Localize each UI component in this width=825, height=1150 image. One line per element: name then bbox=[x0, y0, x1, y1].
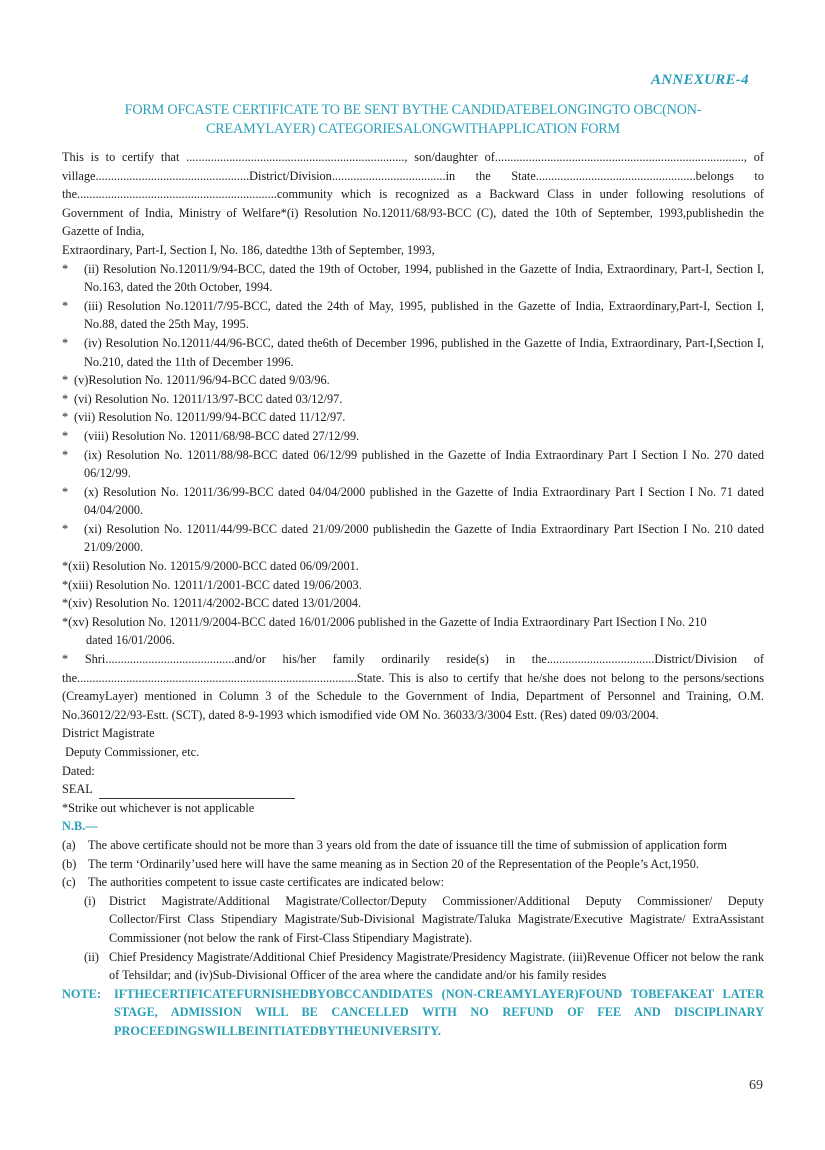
strike-note: *Strike out whichever is not applicable bbox=[62, 800, 255, 815]
bullet-star: * bbox=[62, 484, 69, 499]
bullet-star: * bbox=[62, 335, 69, 350]
resolution-item: * (v)Resolution No. 12011/96/94-BCC dated 9/03/96. bbox=[62, 371, 764, 390]
page-number: 69 bbox=[749, 1078, 763, 1093]
resolution-xv-continuation: dated 16/01/2006. bbox=[86, 633, 175, 648]
form-title-line-1: FORM OFCASTE CERTIFICATE TO BE SENT BYTHE CANDIDATEBELONGINGTO OBC(NON- bbox=[124, 102, 702, 118]
note-block bbox=[62, 985, 764, 1041]
seal-label: SEAL bbox=[62, 782, 93, 797]
resolution-item: * (vi) Resolution No. 12011/13/97-BCC dated 03/12/97. bbox=[62, 390, 764, 409]
form-title-line-2: CREAMYLAYER) CATEGORIESALONGWITHAPPLICATION FORM bbox=[206, 121, 620, 137]
intro-continuation: Extraordinary, Part-I, Section I, No. 186, datedthe 13th of September, 1993, bbox=[62, 242, 435, 257]
seal-row bbox=[62, 780, 764, 799]
intro-paragraph: This is to certify that ......................................................................., son/daughter of................................................................................., of village..................................................District/Division.....................................in the State....................................................belongs to the.................................................................community which is recognized as a Backward Class in under following resolutions of Government of India, Ministry of Welfare*(i) Resolution No.12011/68/93-BCC (C), dated the 10th of September, 1993,publishedin the Gazette of India, bbox=[62, 150, 764, 239]
bullet-star: * bbox=[62, 261, 69, 276]
nb-heading: N.B.— bbox=[62, 819, 98, 834]
resolution-xiii: *(xiii) Resolution No. 12011/1/2001-BCC dated 19/06/2003. bbox=[62, 577, 362, 592]
dated-label: Dated: bbox=[62, 763, 95, 778]
form-title bbox=[62, 101, 764, 139]
resolution-item: * (viii) Resolution No. 12011/68/98-BCC dated 27/12/99. bbox=[62, 427, 764, 446]
resolution-xiv: *(xiv) Resolution No. 12011/4/2002-BCC dated 13/01/2004. bbox=[62, 596, 362, 611]
nb-item: (b) The term ‘Ordinarily’used here will have the same meaning as in Section 20 of the Representation of the People’s Act,1950. bbox=[62, 856, 699, 871]
nb-item: (a) The above certificate should not be more than 3 years old from the date of issuance till the time of submission of application form bbox=[62, 837, 727, 852]
certificate-body bbox=[62, 148, 764, 1041]
residence-paragraph: * Shri..........................................and/or his/her family ordinarily reside(s) in the...................................District/Division of the...........................................................................................State. This is also to certify that he/she does not belong to the persons/sections (CreamyLayer) mentioned in Column 3 of the Schedule to the Government of India, Department of Personnel and Training, O.M. No.36012/22/93-Estt. (SCT), dated 8-9-1993 which ismodified vide OM No. 36033/3/3004 Estt. (Res) dated 09/03/2004. bbox=[62, 652, 764, 722]
bullet-star: * bbox=[62, 428, 69, 443]
resolution-xv: *(xv) Resolution No. 12011/9/2004-BCC dated 16/01/2006 published in the Gazette of India Extraordinary Part ISection I No. 210 bbox=[62, 614, 707, 629]
signatory-district-magistrate: District Magistrate bbox=[62, 726, 155, 741]
bullet-star: * bbox=[62, 521, 69, 536]
annexure-label: ANNEXURE-4 bbox=[650, 72, 749, 88]
bullet-star: * bbox=[62, 391, 69, 406]
bullet-star: * bbox=[62, 447, 69, 462]
authority-item: (i) District Magistrate/Additional Magistrate/Collector/Deputy Commissioner/Additional Deputy Commissioner/ Deputy Collector/First Class Stipendiary Magistrate/Sub-Divisional Magistrate/Taluka Magistrate/Executive Magistrate/ ExtraAssistant Commissioner (not below the rank of First-Class Stipendiary Magistrate). bbox=[84, 893, 764, 945]
resolution-item: * (iii) Resolution No.12011/7/95-BCC, dated the 24th of May, 1995, published in the Gazette of India, Extraordinary,Part-I, Section I, No.88, dated the 25th May, 1995. bbox=[62, 297, 764, 334]
resolution-item: * (ix) Resolution No. 12011/88/98-BCC dated 06/12/99 published in the Gazette of India Extraordinary Part I Section I No. 270 dated 06/12/99. bbox=[62, 446, 764, 483]
resolution-item: * (iv) Resolution No.12011/44/96-BCC, dated the6th of December 1996, published in the Gazette of India, Extraordinary, Part-I,Section I, No.210, dated the 11th of December 1996. bbox=[62, 334, 764, 371]
resolution-list bbox=[62, 260, 764, 558]
resolution-xii: *(xii) Resolution No. 12015/9/2000-BCC dated 06/09/2001. bbox=[62, 559, 359, 574]
resolution-item: * (ii) Resolution No.12011/9/94-BCC, dated the 19th of October, 1994, published in the Gazette of India, Extraordinary, Part-I, Section I, No.163, dated the 20th October, 1994. bbox=[62, 260, 764, 297]
signatory-deputy-commissioner: Deputy Commissioner, etc. bbox=[62, 745, 200, 759]
bullet-star: * bbox=[62, 373, 69, 388]
seal-signature-line bbox=[99, 785, 295, 799]
note-label: NOTE: bbox=[62, 986, 101, 1001]
resolution-item: * (x) Resolution No. 12011/36/99-BCC dated 04/04/2000 published in the Gazette of India Extraordinary Part I Section I No. 71 dated 04/04/2000. bbox=[62, 483, 764, 520]
authority-item: (ii) Chief Presidency Magistrate/Additional Chief Presidency Magistrate/Presidency Magistrate. (iii)Revenue Officer not below the rank of Tehsildar; and (iv)Sub-Divisional Officer of the area where the candidate and/or his family resides bbox=[84, 949, 764, 983]
resolution-item: * (xi) Resolution No. 12011/44/99-BCC dated 21/09/2000 publishedin the Gazette of India Extraordinary Part ISection I No. 210 dated 21/09/2000. bbox=[62, 520, 764, 557]
nb-item: (c) The authorities competent to issue caste certificates are indicated below: bbox=[62, 875, 445, 890]
bullet-star: * bbox=[62, 410, 69, 425]
note-text: IFTHECERTIFICATEFURNISHEDBYOBCCANDIDATES (NON-CREAMYLAYER)FOUND TOBEFAKEAT LATER STAGE, ADMISSION WILL BE CANCELLED WITH NO REFUND OF FEE AND DISCIPLINARY PROCEEDINGSWILLBEINITIATEDBYTHEUNIVERSITY. bbox=[114, 986, 764, 1038]
bullet-star: * bbox=[62, 298, 69, 313]
resolution-item: * (vii) Resolution No. 12011/99/94-BCC dated 11/12/97. bbox=[62, 408, 764, 427]
